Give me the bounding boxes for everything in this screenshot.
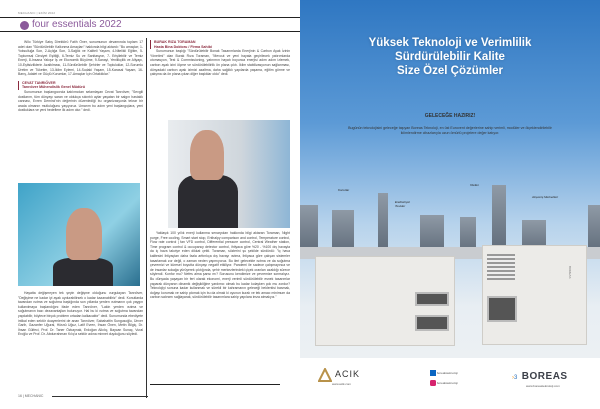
paragraph: Sunumunun başlığı "Sürdürülebilir Bonak Tasarımlarda Enerjinin & Carbon Ayak İzinin Yönetimi" olan Burak Rıza Toraman, "Mevcut ve yeni hayata geçirilecek yatırımlarda otomasyon, Test & Commissioning, yatırımın hayatı boyunca enerjisi adım adım izlemek, carbon ayak izini ölçme ve sürdürülebilirlik ön plana çıktı. İklim stabilizasyonun sağlanması, dünyadaki carbon ayak izimizi azaltma, daha sağlıklı yapılarda yaşama, eğitim görme ve çalışma da ön plana çıkan diğer başlıklar oldu" dedi. xyxy=(150,49,290,77)
social-links xyxy=(430,370,458,386)
unit-brand: BOREAS xyxy=(568,266,572,279)
linkedin-icon[interactable] xyxy=(430,370,436,376)
page-number: 16 xyxy=(18,394,22,398)
speaker-title: Tanrıöver Mühendislik Genel Müdürü xyxy=(18,85,143,90)
ad-title-line: Sürdürülebilir Kalite xyxy=(395,51,505,63)
speaker-name: CEVAT TANRIÖVER xyxy=(18,81,143,86)
air-handling-unit-left xyxy=(315,256,455,346)
masthead: MECHANIC | EKİM 2022 xyxy=(18,11,56,15)
acik-name: ACIK xyxy=(335,369,361,379)
boreas-logo: ›3 BOREAS www.boreasteknoloji.com xyxy=(512,371,568,388)
instagram-icon[interactable] xyxy=(430,380,436,386)
ad-title-line: Yüksek Teknoloji ve Verimlilik xyxy=(368,37,532,49)
intro-paragraph: Wilo Türkiye Satış Direktörü Fatih Öner, sunumunun devamında toplam 17 adet olan "Sürdürülebilir Kalkınma Amaçları" hakkında bilgi aktardı: "Bu amaçlar; 1-Yoksulluğa Son, 2-Açlığa Son, 3-Sağlık ve Kaliteli Yaşam, 4-Nitelikli Eğitim, 5-Toplumsal Cinsiyet Eşitliği, 6-Temiz Su ve Sanitasyon, 7- Erişilebilir ve Temiz Enerji, 8-İnsana Yakışır İş ve Ekonomik Büyüme, 9-Sanayi, Yenilikçilik ve Altyapı, 10-Eşitsizliklerin Azaltılması, 11-Sürdürülebilir Şehirler ve Topluluklar, 12-Sorumlu Üretim ve Tüketim, 13-İklim Eylemi, 14-Sudaki Yaşam, 15-Karasal Yaşam, 16-Barış, Adalet ve Güçlü Kurumlar, 17-Amaçlar İçin Ortaklıklar." xyxy=(18,40,143,77)
ad-title xyxy=(300,36,600,78)
instagram-handle[interactable]: borealsteknoloji xyxy=(436,380,458,385)
ad-body: Bugünün teknolojisini geleceğe taşıyan Boreas Teknoloji, en üst Eurovent değerlerine sahip verimli, modüler ve ölçeklendirilebilir iklimlendirme cihazlarıyla uzun ömürlü projelere değer katıyor. xyxy=(348,126,552,135)
boreas-name: BOREAS xyxy=(521,371,568,382)
label-konutlar: Konutlar xyxy=(338,188,350,192)
acik-logo xyxy=(318,368,361,387)
column-divider xyxy=(146,38,147,398)
acik-triangle-icon xyxy=(318,368,332,382)
linkedin-handle[interactable]: borealsteknoloji xyxy=(436,370,458,375)
divider xyxy=(150,384,280,385)
boreas-advertisement xyxy=(300,0,600,409)
section-logo-icon xyxy=(20,21,29,30)
left-column-bottom xyxy=(18,291,143,338)
label-avm: Alışveriş Merkezleri xyxy=(532,195,559,199)
boreas-url[interactable]: www.boreasteknoloji.com xyxy=(526,384,560,388)
paragraph: Sunumunun başlangıcında katılımcıları selamlayan Cevat Tanrıöver, "Sevgili dostlarım, tüm dünyayı saran ve oldukça sıkıntılı aylar yaşatan bir salgın hastalık cannası, Evren Demirci'nin değerinin düzenlediği bu organizasyonla tekrar bir arada olmanın mutluluğunu yaşıyoruz. Umarım bu adım yeni başlangıçlara, yeni dostluklara ve yeni hedeflere ilk adım olur." dedi. xyxy=(18,89,143,113)
left-column xyxy=(18,40,143,114)
speaker-name: BURAK RIZA TORAMAN xyxy=(150,40,290,45)
speaker-photo-toraman xyxy=(168,120,290,228)
footer-brand: MECHANIC xyxy=(24,394,44,398)
boreas-mark-icon: › xyxy=(512,375,514,381)
acik-url[interactable]: www.acik.com xyxy=(332,382,352,386)
ad-title-line: Size Özel Çözümler xyxy=(396,65,504,77)
logo-band xyxy=(300,358,600,409)
section-title: four essentials 2022 xyxy=(32,19,122,30)
divider xyxy=(52,396,148,397)
paragraph: Hayatta değişmeyen tek şeyin değişme olduğunu vurgulayan Tanrıöver, "Değişime ne kadar iyi ayak uydurabilirsek o kadar kazanabiliriz" dedi. Konutlarda tavandan ısıtma ve soğutma başlığında son yıllarda yerden ısıtmanın çok yaygın kullanılmaya başlandığını ifade eden Tanrıöver, "Lakin yerden ısıtma ve soğutmanın bazı dezavantajları bulunuyor. Hal bu ki ısıtma ve soğutma tavandan yapılabilir, böylece birçok problem ortadan kalkacaktır" dedi. Sunumunda ebediyete intikal eden sektör duayenlerini de anan Tanrıöver, Sabahattin Sungusoğlu, Ünver Garih, Gazanfer Uğural, Hüsnü Uğuz, Latif Evren, İhsan Önen, Metin Bilgiç, Dr. İhsan Gülfeci, Prof. Dr. Taner Özkaynak, Erdoğan Alkılıç, Baycan Sunaç, Vural Eroğlu ve Prof. Dr. Abdurrahman Kılıç'a sektör adına minnet duyduğunu söyledi. xyxy=(18,291,143,337)
divider xyxy=(0,31,300,32)
speaker-photo-tanriover xyxy=(18,183,140,286)
label-endustriyel: Endüstriyel Tesisler xyxy=(395,200,410,208)
speaker-title: Hasta Bina Doktoru / Firma Sahibi xyxy=(150,45,290,50)
middle-column-bottom xyxy=(150,231,290,301)
middle-column xyxy=(150,40,290,78)
page-footer: 16 | MECHANIC xyxy=(18,394,44,398)
divider xyxy=(0,17,300,18)
paragraph: Yaklaşık 100 yıllık enerji kullanma senaryoları hakkında bilgi aktaran Toraman, Night purge, Free cooling, Smart start stop, Enthalpy comparison and control, Temperature control, Flow rate control | fan VFD control, Differential pressure control, Central Weather station, Time program control & occupancy detector control, ihtiyaca göre %20 - %100 dış havayla da iç hava takviye eden dikkat çekti. Toraman, sözlerini şu şekilde sürdürdü: "İç hava kalitesini ihtiyaçtan daha fazla arttırıkça dış havayı ısıtma, ihtiyaca göre çalışan sistemler tasarlamak zor değil, o zaman neden yapmıyoruz. Bu ileri gelecekte ısıtma ve da soğutma çevremizi ve küresel boyutta dünyayı negatif etkiliyor. Pandemi ile sadece çalışmayınca ve de insanlar sokağa yürüyerek çıktığında, şehir merkezlerindeki çiçek oranları azaldığı sürece söylendi. Konfor mu? Nefes alma şansı mı? Sorusunu kendimize ve çevremize sormalıyız. Bu dünyada yaşayan bir fert olarak ekonomi, enerji verimli sürdürülebilir esnek tasarımlar yaparak dünyanın dinamik değişikliğine yardımcı olmak bu kadar kolayken çok mu zordur? Teknolojiyi sonuna kadar kullanmak ve sürekli bir kahramanın geleceği beklentisi basmak, doğayı korumak ve sahip çıkmak için bu da olmalı ki oyunun kuralı ve tek amacı minimum da carbon salınımı sağlayarak, sürdürülebilir tasarımlara sahip yapılara imza atmalıyız." xyxy=(150,231,290,300)
air-handling-unit-right xyxy=(482,245,587,345)
label-oteller: Oteller xyxy=(470,183,479,187)
ad-subtitle: GELECEĞE HAZIRIZ! xyxy=(424,113,476,119)
